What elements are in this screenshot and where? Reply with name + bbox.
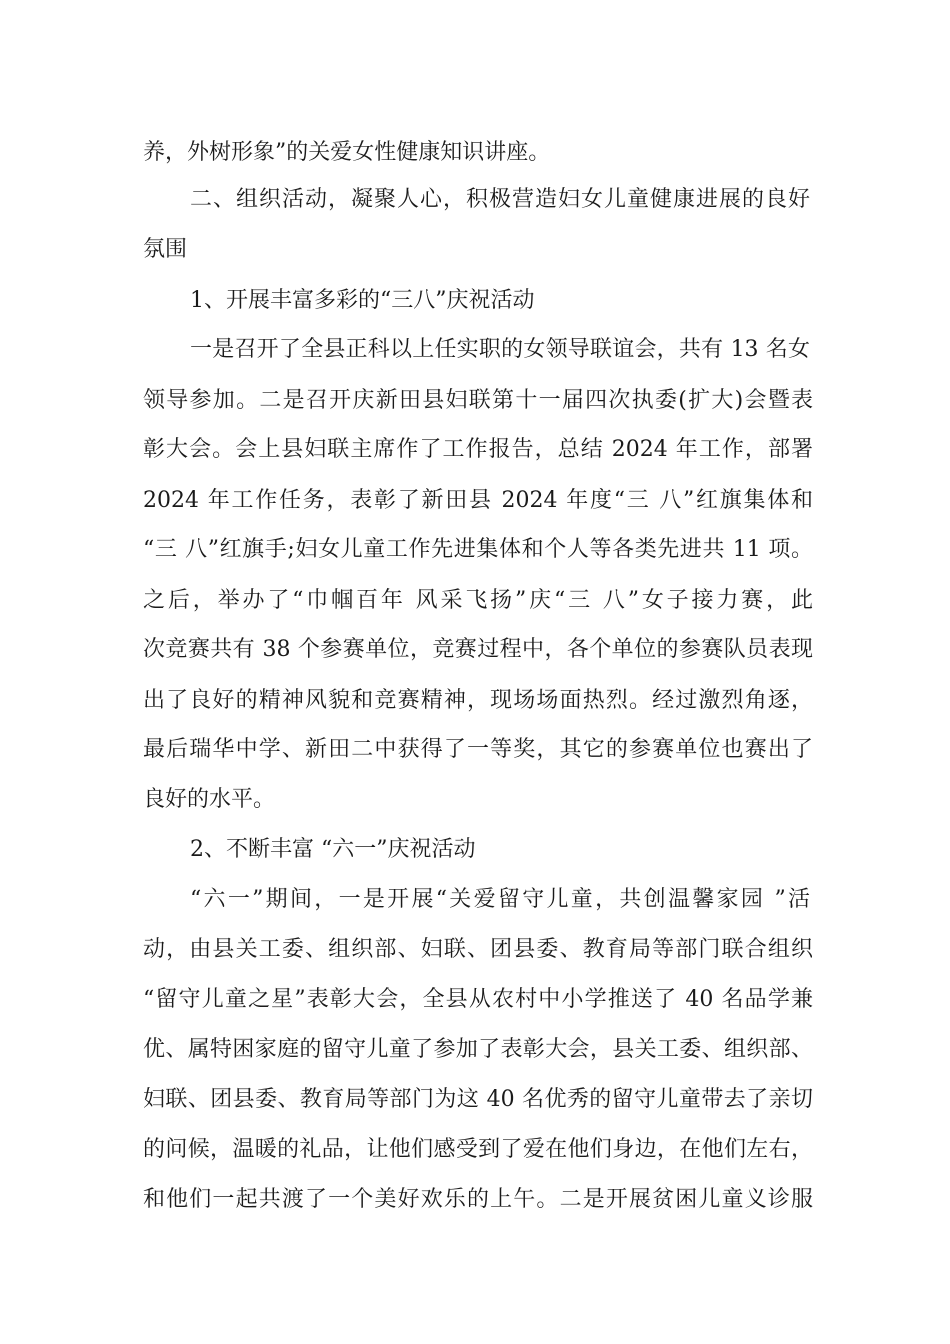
text-line: 出了良好的精神风貌和竞赛精神，现场场面热烈。经过激烈角逐， [143, 688, 813, 713]
section-heading: 二、组织活动，凝聚人心，积极营造妇女儿童健康进展的良好 [190, 187, 810, 212]
text-line: 养，外树形象”的关爱女性健康知识讲座。 [143, 140, 551, 165]
text-line: 次竞赛共有 38 个参赛单位，竞赛过程中，各个单位的参赛队员表现 [143, 637, 813, 662]
text-line: “三 八”红旗手;妇女儿童工作先进集体和个人等各类先进共 11 项。 [143, 537, 813, 562]
text-line: 之后，举办了“巾帼百年 风采飞扬”庆“三 八”女子接力赛，此 [143, 588, 813, 613]
text-line: 的问候，温暖的礼品，让他们感受到了爱在他们身边，在他们左右， [143, 1137, 813, 1162]
text-line: 良好的水平。 [143, 787, 276, 812]
text-line: 和他们一起共渡了一个美好欢乐的上午。二是开展贫困儿童义诊服 [143, 1187, 813, 1212]
text-line: 一是召开了全县正科以上任实职的女领导联谊会，共有 13 名女 [190, 337, 810, 362]
section-heading-continued: 氛围 [143, 237, 188, 262]
subsection-heading: 2、不断丰富 “六一”庆祝活动 [190, 837, 476, 862]
text-line: 领导参加。二是召开庆新田县妇联第十一届四次执委(扩大)会暨表 [143, 388, 813, 413]
text-line: 最后瑞华中学、新田二中获得了一等奖，其它的参赛单位也赛出了 [143, 737, 813, 762]
text-line: 妇联、团县委、教育局等部门为这 40 名优秀的留守儿童带去了亲切 [143, 1087, 813, 1112]
text-line: 彰大会。会上县妇联主席作了工作报告，总结 2024 年工作，部署 [143, 437, 813, 462]
text-line: 优、属特困家庭的留守儿童了参加了表彰大会，县关工委、组织部、 [143, 1037, 813, 1062]
text-line: “留守儿童之星”表彰大会，全县从农村中小学推送了 40 名品学兼 [143, 987, 813, 1012]
text-line: 2024 年工作任务，表彰了新田县 2024 年度“三 八”红旗集体和 [143, 488, 813, 513]
text-line: “六一”期间，一是开展“关爱留守儿童，共创温馨家园 ”活 [190, 887, 810, 912]
subsection-heading: 1、开展丰富多彩的“三八”庆祝活动 [190, 288, 535, 313]
text-line: 动，由县关工委、组织部、妇联、团县委、教育局等部门联合组织 [143, 937, 813, 962]
